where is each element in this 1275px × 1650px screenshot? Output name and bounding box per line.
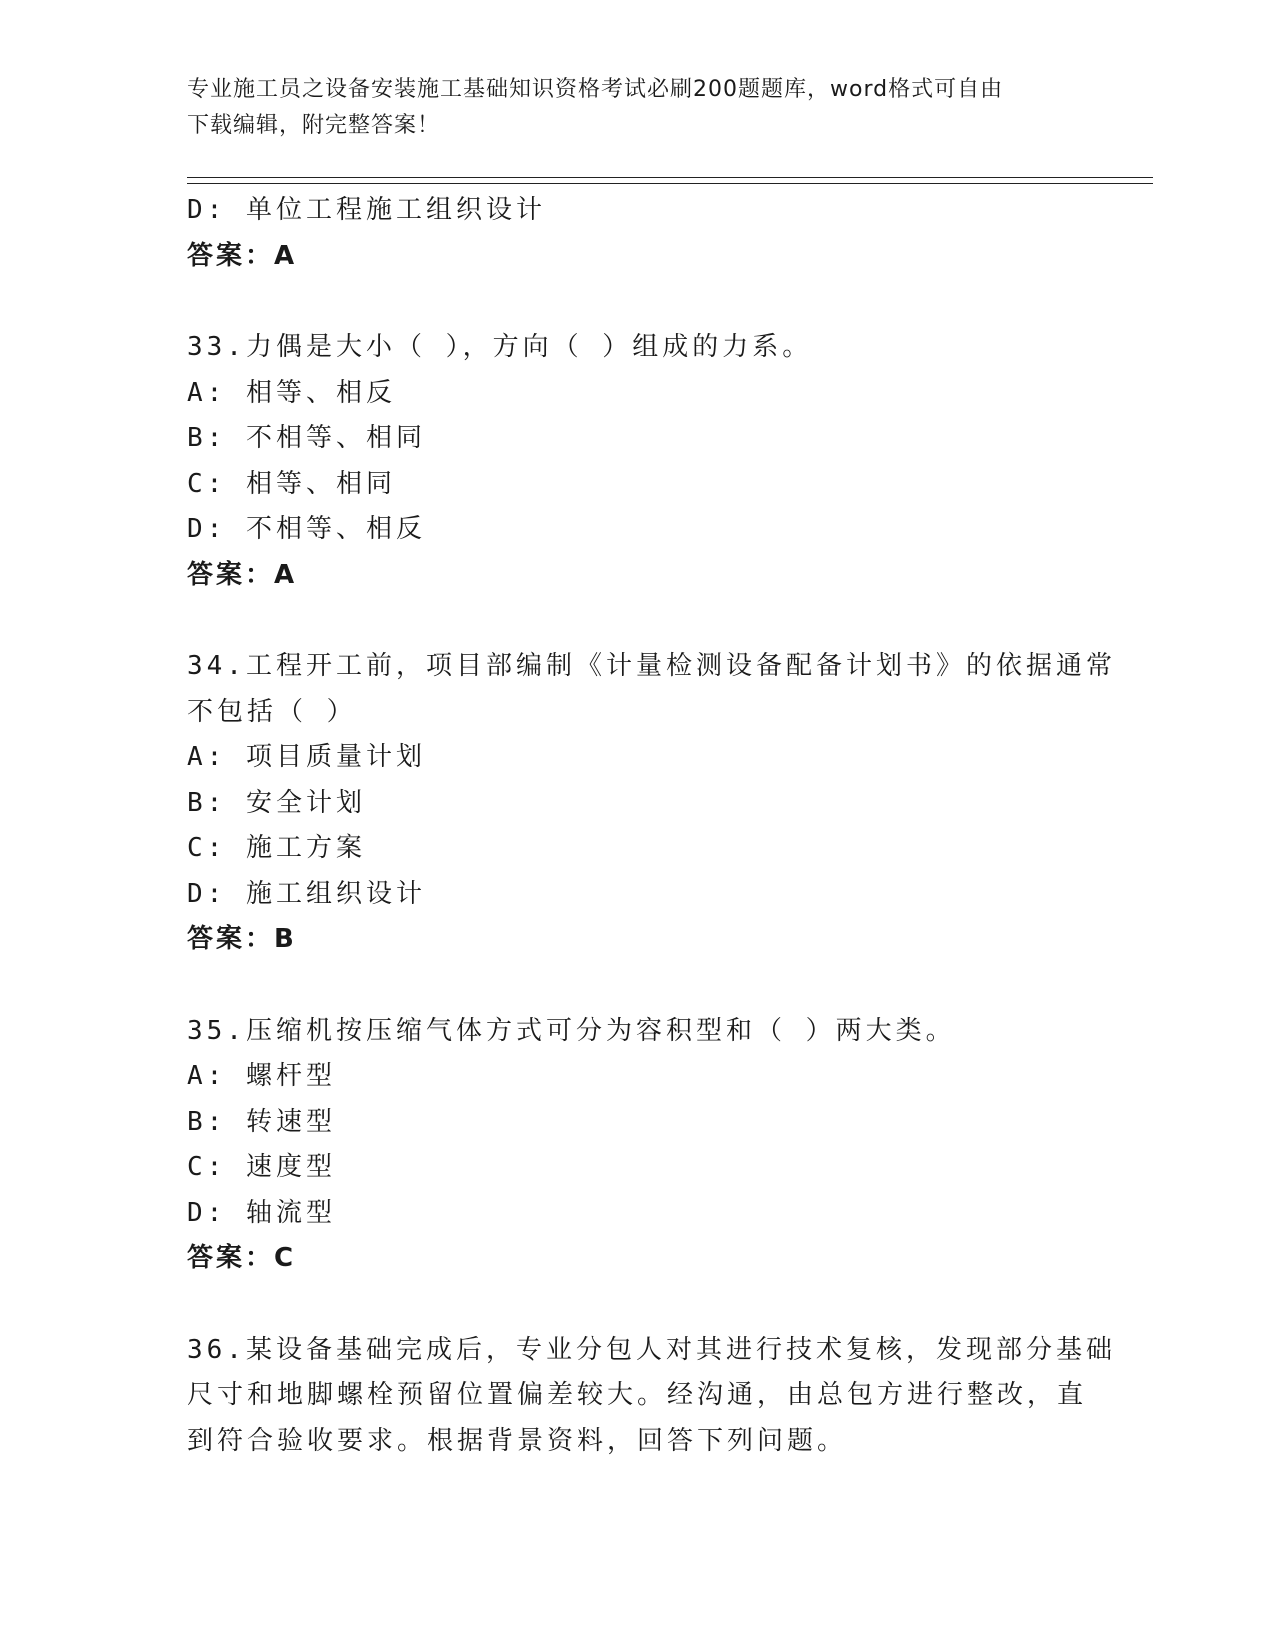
question-35-option-c: C: 速度型 [187,1152,336,1182]
question-36-stem-line-3: 到符合验收要求。根据背景资料，回答下列问题。 [187,1425,848,1456]
question-34-option-a: A: 项目质量计划 [187,742,426,772]
question-35-option-b: B: 转速型 [187,1106,336,1137]
question-33-stem: 33.力偶是大小（ ），方向（ ）组成的力系。 [187,332,813,362]
spacer [187,963,1087,1009]
question-34-option-d: D: 施工组织设计 [187,878,426,909]
question-35-stem: 35.压缩机按压缩气体方式可分为容积型和（ ）两大类。 [187,1015,956,1046]
prev-option-d: D: 单位工程施工组织设计 [187,195,546,225]
prev-answer: 答案：A [187,240,298,271]
question-35-answer: 答案：C [187,1243,297,1273]
question-33-option-c: C: 相等、相同 [187,468,396,499]
spacer [187,1282,1087,1328]
question-35-option-d: D: 轴流型 [187,1197,336,1228]
question-33 [187,325,1087,598]
header-line-2: 下载编辑，附完整答案！ [187,113,441,138]
question-33-option-d: D: 不相等、相反 [187,514,426,544]
question-35-option-a: A: 螺杆型 [187,1061,336,1091]
question-list [187,188,1116,1464]
question-34-answer: 答案：B [187,924,297,954]
question-34-stem-line-1: 34.工程开工前，项目部编制《计量检测设备配备计划书》的依据通常 [187,651,1116,681]
question-33-option-b: B: 不相等、相同 [187,423,426,453]
question-34-option-c: C: 施工方案 [187,833,366,863]
question-35 [187,1009,1087,1282]
question-36-stem-line-2: 尺寸和地脚螺栓预留位置偏差较大。经沟通，由总包方进行整改，直 [187,1380,1088,1410]
header-line-1: 专业施工员之设备安装施工基础知识资格考试必刷200题题库，word格式可自由 [187,77,1004,102]
document-header [187,72,1067,144]
question-33-answer: 答案：A [187,559,298,590]
question-36-stem-line-1: 36.某设备基础完成后，专业分包人对其进行技术复核，发现部分基础 [187,1334,1116,1365]
question-34-option-b: B: 安全计划 [187,787,366,818]
question-34 [187,644,1116,963]
spacer [187,598,1087,644]
header-rule-bottom [187,183,1153,184]
header-rule-top [187,177,1153,178]
question-33-option-a: A: 相等、相反 [187,377,396,408]
question-34-stem-line-2: 不包括（ ） [187,696,357,727]
question-36 [187,1328,1116,1465]
spacer [187,279,1087,325]
